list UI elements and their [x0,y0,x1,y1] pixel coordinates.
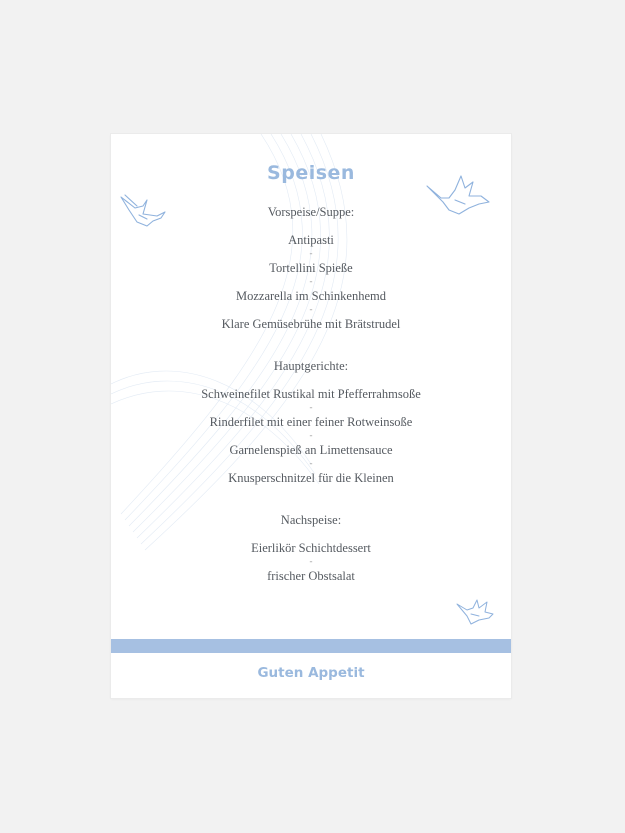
menu-item: Eierlikör Schichtdessert [251,541,371,555]
menu-item: Antipasti [288,233,334,247]
section-heading: Hauptgerichte: [273,359,349,373]
menu-item: Garnelenspieß an Limettensauce [229,443,393,457]
menu-title: Speisen [267,162,355,184]
menu-list [111,204,511,584]
item-separator: - [309,276,313,286]
menu-item: frischer Obstsalat [267,569,355,583]
footer-text: Guten Appetit [257,665,365,681]
item-separator: - [309,402,313,412]
item-separator: - [309,304,313,314]
dove-icon [455,594,497,626]
menu-section-desserts [111,512,511,584]
menu-item: Tortellini Spieße [269,261,353,275]
menu-item: Rinderfilet mit einer feiner Rotweinsoße [209,415,413,429]
section-heading: Vorspeise/Suppe: [267,205,355,219]
menu-section-starters [111,204,511,332]
item-separator: - [309,458,313,468]
item-separator: - [309,556,313,566]
menu-item: Klare Gemüsebrühe mit Brätstrudel [221,317,401,331]
menu-item: Schweinefilet Rustikal mit Pfefferrahmsoße [201,387,421,401]
item-separator: - [309,248,313,258]
menu-section-mains [111,358,511,486]
menu-item: Mozzarella im Schinkenhemd [236,289,386,303]
section-heading: Nachspeise: [280,513,342,527]
menu-item: Knusperschnitzel für die Kleinen [228,471,394,485]
menu-card [111,134,511,698]
item-separator: - [309,430,313,440]
footer-band [111,639,511,653]
